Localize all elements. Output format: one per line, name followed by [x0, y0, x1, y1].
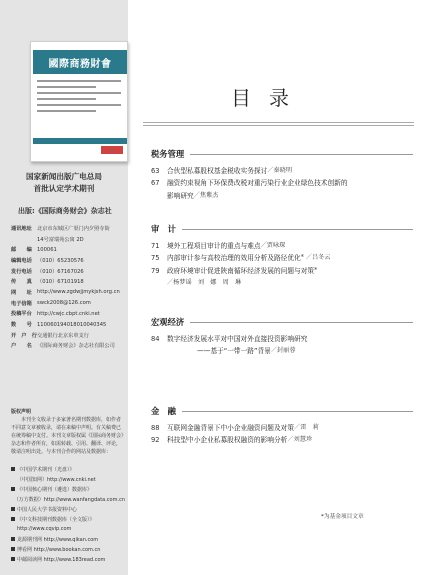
database-item: [11, 524, 125, 534]
toc-entry[interactable]: [151, 240, 413, 252]
toc-entry[interactable]: [151, 422, 413, 434]
page-number: 92: [151, 436, 160, 445]
square-bullet-icon: [11, 517, 15, 521]
cover-line: [37, 86, 96, 88]
square-bullet-icon: [11, 467, 15, 471]
info-row: [11, 287, 127, 298]
page-number: 88: [151, 424, 160, 432]
info-row: [11, 234, 127, 245]
article-title: 境外工程项目审计的重点与难点: [167, 242, 261, 250]
section-heading: [151, 405, 413, 417]
section-items: [151, 165, 413, 202]
info-value: 110060194018010040345: [37, 321, 107, 328]
section-rule: [182, 411, 413, 412]
database-text: 龙源期刊网 http://www.qikan.com: [17, 536, 99, 543]
database-text: 《中国核心期刊（遴选）数据库》: [17, 486, 93, 493]
section-title: 审 计: [151, 224, 176, 234]
accreditation-line-2: 首批认定学术期刊: [33, 184, 95, 193]
info-key: 传 真: [11, 279, 32, 286]
left-sidebar: [0, 0, 128, 575]
section-heading: [151, 316, 413, 328]
article-title: 数字经济发展水平对中国对外直接投资影响研究: [167, 335, 308, 343]
info-key: 网 址: [11, 289, 32, 296]
article-title: 内部审计参与高校治理的效用分析及路径优化: [167, 254, 301, 263]
toc-entry[interactable]: [151, 345, 413, 357]
article-author: ／贾咏琛: [260, 242, 286, 249]
info-value: http://cwjc.cbpt.cnki.net: [37, 310, 100, 317]
database-item: [11, 544, 125, 554]
section-items: [151, 422, 413, 447]
cover-title: 國際商務財會: [48, 58, 112, 70]
article-title: 合伙型私募股权基金税收实务探讨: [167, 167, 268, 175]
info-key: 开 户 行: [11, 332, 37, 339]
accreditation-line-1: 国家新闻出版广电总局: [26, 172, 102, 181]
footnote: *为基金项目文章: [321, 514, 364, 520]
info-value: 交通银行北京东单支行: [37, 332, 89, 339]
info-row: [11, 298, 127, 309]
square-bullet-icon: [11, 557, 15, 561]
info-value: 100061: [37, 246, 57, 253]
info-row: [11, 255, 127, 266]
journal-cover-image: [30, 41, 128, 162]
article-title: 影响研究: [167, 191, 194, 200]
database-list: [11, 464, 125, 564]
square-bullet-icon: [11, 507, 15, 511]
database-item: [11, 534, 125, 544]
section-rule: [190, 154, 413, 155]
database-text: 中国人民大学书报资料中心: [17, 506, 78, 513]
toc-entry[interactable]: [151, 277, 413, 289]
title-rule: [143, 125, 414, 126]
section-title: 宏观经济: [151, 317, 185, 327]
section-items: [151, 240, 413, 290]
toc-entry[interactable]: [151, 265, 413, 277]
copyright-notice: [11, 408, 125, 457]
cover-line: [37, 110, 96, 112]
section-heading: [151, 223, 413, 235]
database-text: 《中国学术期刊（光盘）》: [17, 466, 75, 473]
cover-stripe: [33, 138, 127, 144]
cover-text-lines: [37, 80, 121, 116]
page-number: 71: [151, 242, 160, 250]
article-title: 融资约束视角下环保费改税对重污染行业企业绿色技术创新的: [167, 179, 348, 188]
page-number: 79: [151, 266, 160, 275]
info-row: [11, 223, 127, 234]
info-key: 发行电话: [11, 268, 32, 275]
info-value: swck2008@126.com: [37, 300, 91, 307]
info-key: 户 名: [11, 343, 32, 350]
info-value: （010）67101918: [37, 279, 84, 286]
section-items: [151, 333, 413, 358]
publisher-label: 出版:: [18, 207, 35, 215]
cover-line: [37, 92, 121, 94]
copyright-body: 本刊全文收录于多家著名期刊数据库，如作者不同意文章被收录，请在来稿中声明。有关稿费已在统筹稿中支付。本刊文章版权属《国际商务财会》杂志和作者所有，如需转载、引用、翻译、评论，敬请注明出处。与本刊合作的网站及数据库：: [11, 417, 124, 456]
info-key: 数 号: [11, 322, 32, 329]
database-item: [11, 484, 125, 494]
publisher-value: 《国际商务财会》杂志社: [34, 207, 112, 215]
database-item: [11, 504, 125, 514]
square-bullet-icon: [11, 487, 15, 491]
info-value: 北京市东城区广渠门内夕照寺街: [37, 225, 110, 232]
article-author: ／刘慧珍: [287, 436, 313, 444]
toc-section: [151, 148, 413, 202]
article-title: 政府环境审计促进陕南循环经济发展的问题与对策: [167, 266, 315, 275]
info-row: [11, 276, 127, 287]
section-title: 金 融: [151, 406, 176, 416]
article-author: *: [314, 266, 318, 274]
database-text: 《中文科技期刊数据库（全文版）》: [17, 516, 95, 523]
toc-section: [151, 316, 413, 358]
page-number: 63: [151, 167, 160, 175]
info-key: 投稿平台: [11, 311, 32, 318]
contact-info: [11, 223, 127, 351]
toc-entry[interactable]: [151, 177, 413, 189]
section-rule: [182, 229, 413, 230]
page-number: 75: [151, 254, 160, 263]
article-author: ／封丽蓉: [270, 347, 296, 355]
info-key: 邮 编: [11, 247, 32, 254]
section-rule: [190, 322, 413, 323]
database-text: 博看网 http://www.bookan.com.cn: [17, 546, 101, 553]
toc-entry[interactable]: [151, 434, 413, 446]
info-value: http://www.zgdwjjmykjsh.org.cn: [37, 289, 120, 296]
database-item: [11, 474, 125, 484]
toc-entry[interactable]: [151, 252, 413, 264]
cover-line: [37, 80, 121, 82]
info-value: （010）67167026: [37, 268, 84, 275]
section-heading: [151, 148, 413, 160]
article-author: ／焦紫杰: [193, 191, 219, 199]
publisher: [18, 206, 112, 216]
info-row: [11, 330, 127, 341]
article-author: ／杨梦谣 刘 娜 周 琳: [167, 279, 242, 287]
info-key: 电子信箱: [11, 300, 32, 307]
copyright-heading: 版权声明: [11, 409, 32, 415]
square-bullet-icon: [11, 547, 15, 551]
toc-entry[interactable]: [151, 190, 413, 202]
section-title: 税务管理: [151, 149, 185, 159]
page-title: 目录: [231, 86, 307, 110]
info-value: 14号富瑞苑公寓 2D: [37, 236, 84, 243]
cover-title-band: [33, 50, 127, 74]
database-text: （中国知网）http://www.cnki.net: [17, 476, 96, 483]
database-text: http://www.cqvip.com: [17, 526, 72, 532]
info-row: [11, 319, 127, 330]
toc-section: [151, 223, 413, 290]
page-number: 84: [151, 335, 160, 343]
cover-line: [37, 98, 96, 100]
database-text: 中邮阅读网 http://www.183read.com: [17, 556, 106, 563]
database-item: [11, 554, 125, 564]
cover-line: [37, 104, 121, 106]
square-bullet-icon: [11, 537, 15, 541]
article-title: ——基于“一带一路”背景: [197, 347, 271, 356]
database-item: [11, 464, 125, 474]
toc-entry[interactable]: [151, 165, 413, 177]
info-row: [11, 244, 127, 255]
info-key: 通讯地址: [11, 225, 32, 232]
toc-section: [151, 405, 413, 447]
info-row: [11, 341, 127, 352]
info-key: 编辑电话: [11, 257, 32, 264]
info-value: 《国际商务财会》杂志社有限公司: [37, 343, 115, 350]
title-rule: [143, 122, 414, 123]
page-number: 67: [151, 179, 160, 188]
article-title: 互联网金融背景下中小企业融资问题及对策: [167, 424, 295, 432]
article-author: ／雷 莉: [294, 424, 319, 431]
toc-entry[interactable]: [151, 333, 413, 345]
database-item: [11, 494, 125, 504]
cover-badge: [101, 146, 123, 154]
article-author: ／秦晓明: [267, 167, 293, 174]
info-value: （010）65230576: [37, 257, 84, 264]
article-title: 科技型中小企业私募股权融资的影响分析: [167, 436, 288, 445]
info-row: [11, 266, 127, 277]
database-item: [11, 514, 125, 524]
info-row: [11, 309, 127, 320]
database-text: （万方数据）http://www.wanfangdata.com.cn: [13, 496, 125, 503]
article-author: * ／吕冬云: [300, 254, 331, 262]
